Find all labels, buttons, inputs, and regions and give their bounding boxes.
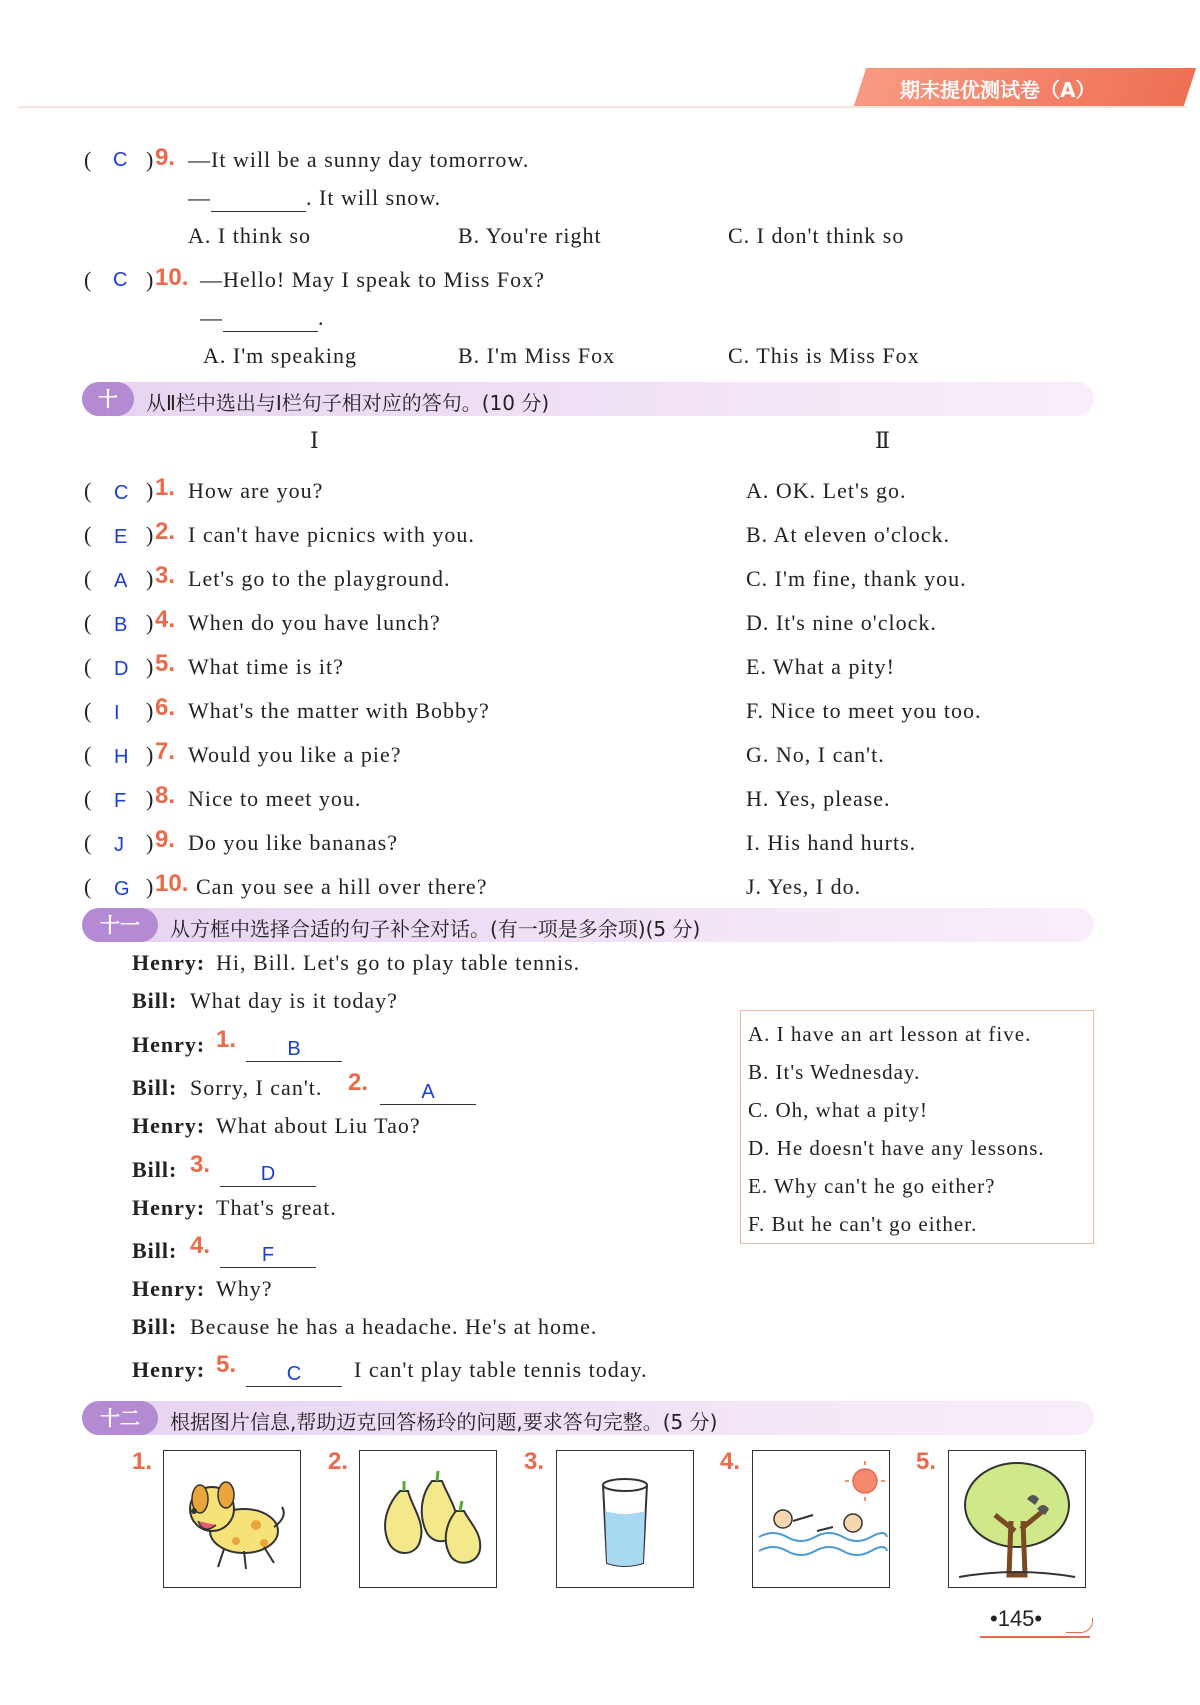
dialogue-text: Why? bbox=[216, 1276, 273, 1301]
dialogue-text: What about Liu Tao? bbox=[216, 1113, 421, 1138]
line-suffix: . It will snow. bbox=[306, 185, 442, 210]
answer-paren-open: ( bbox=[84, 654, 92, 679]
header-divider bbox=[18, 106, 1188, 108]
answer-paren-close: ) bbox=[146, 566, 154, 591]
answer-blank: A bbox=[380, 1081, 476, 1105]
page-number-underline bbox=[980, 1636, 1090, 1638]
section-12-badge: 十二 bbox=[82, 1401, 158, 1435]
question-text: Do you like bananas? bbox=[188, 830, 398, 855]
answer-paren-open: ( bbox=[84, 698, 92, 723]
answer-value: E bbox=[114, 526, 128, 548]
blank-number: 3. bbox=[190, 1151, 211, 1178]
option-c: C. This is Miss Fox bbox=[728, 343, 920, 368]
section-11-instruction: 从方框中选择合适的句子补全对话。(有一项是多余项)(5 分) bbox=[170, 917, 701, 941]
answer-value: A bbox=[114, 570, 128, 592]
blank-number: 2. bbox=[348, 1069, 369, 1096]
question-number: 2. bbox=[155, 518, 176, 545]
question-number: 3. bbox=[155, 562, 176, 589]
line-suffix: . bbox=[318, 305, 325, 330]
answer-value: J bbox=[114, 834, 124, 856]
answer-paren-open: ( bbox=[84, 147, 92, 172]
question-number: 7. bbox=[155, 738, 176, 765]
option-a: A. I think so bbox=[188, 223, 311, 248]
answer-paren-close: ) bbox=[146, 610, 154, 635]
question-line1: —It will be a sunny day tomorrow. bbox=[188, 147, 530, 172]
answer-paren-open: ( bbox=[84, 830, 92, 855]
answer-paren-open: ( bbox=[84, 874, 92, 899]
answer-value: C bbox=[113, 149, 128, 171]
section-10-instruction: 从Ⅱ栏中选出与Ⅰ栏句子相对应的答句。(10 分) bbox=[146, 391, 550, 415]
blank-number: 4. bbox=[190, 1232, 211, 1259]
answer-paren-close: ) bbox=[146, 830, 154, 855]
blank-number: 1. bbox=[216, 1026, 237, 1053]
question-number: 8. bbox=[155, 782, 176, 809]
tree-with-birds-icon bbox=[948, 1450, 1086, 1588]
option-b: B. You're right bbox=[458, 223, 602, 248]
answer-value: F bbox=[114, 790, 127, 812]
question-text: Can you see a hill over there? bbox=[196, 874, 488, 899]
speaker: Bill: bbox=[132, 1238, 178, 1263]
answer-value: C bbox=[113, 269, 128, 291]
dash: — bbox=[188, 185, 211, 210]
answer-paren-open: ( bbox=[84, 610, 92, 635]
picture-number-1: 1. bbox=[132, 1448, 153, 1475]
answer-value: G bbox=[114, 878, 130, 900]
picture-number-4: 4. bbox=[720, 1448, 741, 1475]
speaker: Bill: bbox=[132, 988, 178, 1013]
question-number: 9. bbox=[155, 826, 176, 853]
question-text: What's the matter with Bobby? bbox=[188, 698, 490, 723]
answer-paren-open: ( bbox=[84, 786, 92, 811]
swimming-icon bbox=[752, 1450, 890, 1588]
answer-value: C bbox=[114, 482, 129, 504]
answer-paren-close: ) bbox=[146, 874, 154, 899]
question-number: 10. bbox=[155, 870, 189, 897]
answer-paren-close: ) bbox=[146, 698, 154, 723]
dialogue-text: That's great. bbox=[216, 1195, 337, 1220]
answer-paren-open: ( bbox=[84, 522, 92, 547]
answer-option: E. What a pity! bbox=[746, 654, 895, 679]
dialogue-text: I can't play table tennis today. bbox=[354, 1357, 648, 1382]
question-text: How are you? bbox=[188, 478, 324, 503]
speaker: Bill: bbox=[132, 1314, 178, 1339]
answer-blank: C bbox=[246, 1363, 342, 1387]
answer-option: F. Nice to meet you too. bbox=[746, 698, 982, 723]
box-option: D. He doesn't have any lessons. bbox=[748, 1136, 1045, 1160]
column-header-1: Ⅰ bbox=[310, 428, 320, 453]
answer-option: C. I'm fine, thank you. bbox=[746, 566, 967, 591]
answer-option: B. At eleven o'clock. bbox=[746, 522, 950, 547]
picture-number-3: 3. bbox=[524, 1448, 545, 1475]
answer-paren-open: ( bbox=[84, 742, 92, 767]
option-a: A. I'm speaking bbox=[203, 343, 357, 368]
section-11-badge: 十一 bbox=[82, 908, 158, 942]
picture-number-5: 5. bbox=[916, 1448, 937, 1475]
dash: — bbox=[200, 305, 223, 330]
answer-option: H. Yes, please. bbox=[746, 786, 891, 811]
question-number: 1. bbox=[155, 474, 176, 501]
question-text: Let's go to the playground. bbox=[188, 566, 451, 591]
speaker: Henry: bbox=[132, 950, 206, 975]
question-text: Would you like a pie? bbox=[188, 742, 402, 767]
answer-paren-close: ) bbox=[146, 522, 154, 547]
section-10-badge: 十 bbox=[82, 382, 134, 416]
pears-icon bbox=[359, 1450, 497, 1588]
speaker: Henry: bbox=[132, 1032, 206, 1057]
question-text: I can't have picnics with you. bbox=[188, 522, 475, 547]
answer-blank bbox=[211, 185, 306, 212]
answer-value: I bbox=[114, 702, 120, 724]
section-12-instruction: 根据图片信息,帮助迈克回答杨玲的问题,要求答句完整。(5 分) bbox=[170, 1410, 718, 1434]
question-number: 4. bbox=[155, 606, 176, 633]
question-number: 10. bbox=[155, 264, 189, 291]
speaker: Henry: bbox=[132, 1276, 206, 1301]
answer-value: B bbox=[114, 614, 128, 636]
box-option: F. But he can't go either. bbox=[748, 1212, 978, 1236]
dialogue-text: What day is it today? bbox=[190, 988, 398, 1013]
answer-paren-close: ) bbox=[146, 147, 154, 172]
answer-paren-close: ) bbox=[146, 742, 154, 767]
answer-value: H bbox=[114, 746, 129, 768]
option-c: C. I don't think so bbox=[728, 223, 905, 248]
blank-number: 5. bbox=[216, 1351, 237, 1378]
option-b: B. I'm Miss Fox bbox=[458, 343, 616, 368]
question-line2 bbox=[200, 305, 325, 332]
answer-value: D bbox=[114, 658, 129, 680]
question-text: Nice to meet you. bbox=[188, 786, 362, 811]
question-text: When do you have lunch? bbox=[188, 610, 441, 635]
answer-option: I. His hand hurts. bbox=[746, 830, 917, 855]
page-number-decoration bbox=[1066, 1618, 1093, 1633]
header-title: 期末提优测试卷（A） bbox=[900, 78, 1096, 102]
answer-paren-close: ) bbox=[146, 654, 154, 679]
answer-paren-open: ( bbox=[84, 478, 92, 503]
answer-paren-close: ) bbox=[146, 267, 154, 292]
answer-paren-close: ) bbox=[146, 478, 154, 503]
box-option: C. Oh, what a pity! bbox=[748, 1098, 928, 1122]
answer-option: J. Yes, I do. bbox=[746, 874, 862, 899]
glass-of-water-icon bbox=[556, 1450, 694, 1588]
speaker: Henry: bbox=[132, 1195, 206, 1220]
box-option: A. I have an art lesson at five. bbox=[748, 1022, 1032, 1046]
dialogue-text: Sorry, I can't. bbox=[190, 1075, 323, 1100]
box-option: B. It's Wednesday. bbox=[748, 1060, 921, 1084]
answer-option: A. OK. Let's go. bbox=[746, 478, 907, 503]
question-text: What time is it? bbox=[188, 654, 344, 679]
answer-option: G. No, I can't. bbox=[746, 742, 885, 767]
speaker: Henry: bbox=[132, 1113, 206, 1138]
dialogue-text: Because he has a headache. He's at home. bbox=[190, 1314, 598, 1339]
speaker: Bill: bbox=[132, 1157, 178, 1182]
answer-blank bbox=[223, 305, 318, 332]
speaker: Bill: bbox=[132, 1075, 178, 1100]
box-option: E. Why can't he go either? bbox=[748, 1174, 996, 1198]
speaker: Henry: bbox=[132, 1357, 206, 1382]
question-number: 9. bbox=[155, 144, 176, 171]
answer-paren-open: ( bbox=[84, 566, 92, 591]
answer-option: D. It's nine o'clock. bbox=[746, 610, 937, 635]
answer-blank: F bbox=[220, 1244, 316, 1268]
dog-icon bbox=[163, 1450, 301, 1588]
question-number: 6. bbox=[155, 694, 176, 721]
question-number: 5. bbox=[155, 650, 176, 677]
picture-number-2: 2. bbox=[328, 1448, 349, 1475]
answer-paren-close: ) bbox=[146, 786, 154, 811]
question-line1: —Hello! May I speak to Miss Fox? bbox=[200, 267, 545, 292]
page-number: •145• bbox=[990, 1606, 1043, 1631]
answer-blank: B bbox=[246, 1038, 342, 1062]
answer-blank: D bbox=[220, 1163, 316, 1187]
column-header-2: Ⅱ bbox=[875, 428, 891, 453]
dialogue-text: Hi, Bill. Let's go to play table tennis. bbox=[216, 950, 581, 975]
answer-paren-open: ( bbox=[84, 267, 92, 292]
question-line2 bbox=[188, 185, 441, 212]
